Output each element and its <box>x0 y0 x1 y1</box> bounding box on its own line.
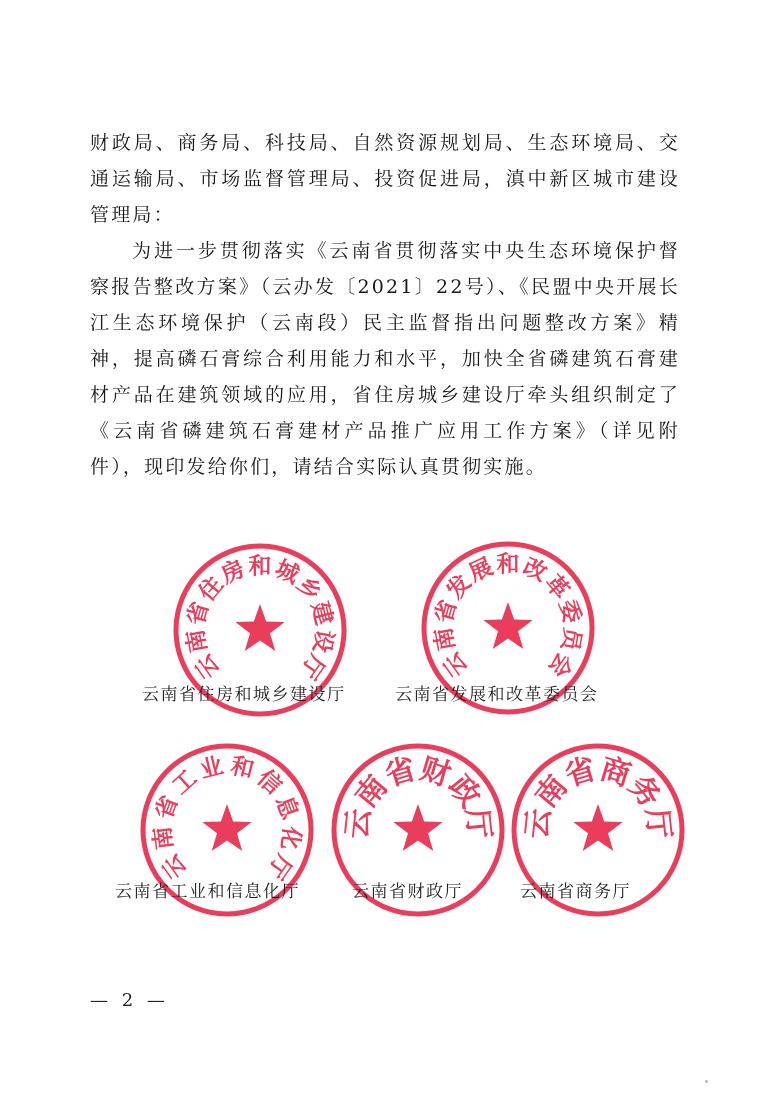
seal-ring-char: 云 <box>339 806 378 841</box>
seal-ring-char: 政 <box>441 769 488 815</box>
seal-ring-char: 省 <box>150 792 184 824</box>
seal-ring-char: 设 <box>307 627 339 655</box>
seal-star-icon <box>483 602 532 649</box>
seal-star-icon <box>393 804 442 851</box>
seal-ring-char: 南 <box>148 824 179 852</box>
seal-ring-char: 省 <box>561 751 601 794</box>
main-paragraph: 为进一步贯彻落实《云南省贯彻落实中央生态环境保护督察报告整改方案》（云办发〔2021〕22号）、《民盟中央开展长江生态环境保护（云南段）民主监督指出问题整改方案》精神，提高磷石膏综合利用能力和水平，加快全省磷建筑石膏建材产品在建筑领域的应用，省住房城乡建设厅牵头组织制定了《云南省磷建筑石膏建材产品推广应用工作方案》（详见附件），现印发给你们，请结合实际认真贯彻实施。 <box>90 240 680 478</box>
seal-ring-char: 务 <box>621 769 668 815</box>
seal-ring-char: 和 <box>227 752 257 784</box>
page-number: — 2 — <box>90 990 169 1011</box>
seal-ring-char: 息 <box>270 792 304 824</box>
seal-ring-char: 商 <box>595 751 635 794</box>
seal-ring-char: 厅 <box>458 806 497 841</box>
seal-ring-char: 会 <box>542 647 579 682</box>
document-body <box>90 125 680 485</box>
signer-commerce: 云南省商务厅 <box>520 882 631 902</box>
seal-ring-char: 云 <box>519 806 558 841</box>
seal-ring-char: 南 <box>348 769 395 815</box>
seal-ring-char: 厅 <box>638 806 677 841</box>
seal-ring-char: 省 <box>430 596 463 627</box>
seal-ring-char: 和 <box>496 550 520 578</box>
seal-ring-char: 省 <box>381 751 421 794</box>
seal-ring-char: 工 <box>166 764 203 800</box>
seal-ring-char: 城 <box>270 554 304 590</box>
seal-ring-char: 发 <box>441 569 477 605</box>
seal-ring-char: 委 <box>553 596 586 627</box>
signer-ndrc: 云南省发展和改革委员会 <box>395 685 599 705</box>
seal-ring-char: 建 <box>305 598 338 629</box>
recipient-paragraph: 财政局、商务局、科技局、自然资源规划局、生态环境局、交通运输局、市场监督管理局、投资促进局，滇中新区城市建设管理局： <box>90 132 680 226</box>
signer-industry: 云南省工业和信息化厅 <box>115 882 300 902</box>
seal-ring-char: 房 <box>216 554 250 590</box>
seal-ring-char: 业 <box>197 752 227 784</box>
seal-ring-char: 云 <box>437 647 474 682</box>
seal-ring-char: 信 <box>251 764 288 800</box>
seal-ring-char: 革 <box>539 569 575 605</box>
seal-ring-char: 住 <box>193 571 229 607</box>
scan-speck <box>705 1080 708 1083</box>
seal-ring-char: 和 <box>248 552 272 580</box>
seal-ring-char: 化 <box>275 824 306 852</box>
seal-star-icon <box>573 804 622 851</box>
seal-ring-char: 省 <box>182 598 215 629</box>
seal-ring-char: 财 <box>415 751 455 794</box>
seal-ring-char: 乡 <box>291 571 327 607</box>
signer-housing: 云南省住房和城乡建设厅 <box>142 685 346 705</box>
seal-ring-char: 南 <box>528 769 575 815</box>
seal-star-icon <box>235 604 284 651</box>
seal-ring-char: 南 <box>181 627 213 655</box>
seal-ring-char: 改 <box>518 552 552 588</box>
seal-ring-char: 云 <box>156 849 193 884</box>
seal-star-icon <box>202 804 251 851</box>
seal-ring-char: 南 <box>429 625 461 653</box>
seal-ring-char: 展 <box>464 552 498 588</box>
seal-ring-char: 厅 <box>294 649 331 684</box>
seal-ring-char: 厅 <box>261 849 298 884</box>
seal-ring-char: 云 <box>189 649 226 684</box>
seal-ring-char: 员 <box>555 625 587 653</box>
signer-finance: 云南省财政厅 <box>352 882 463 902</box>
